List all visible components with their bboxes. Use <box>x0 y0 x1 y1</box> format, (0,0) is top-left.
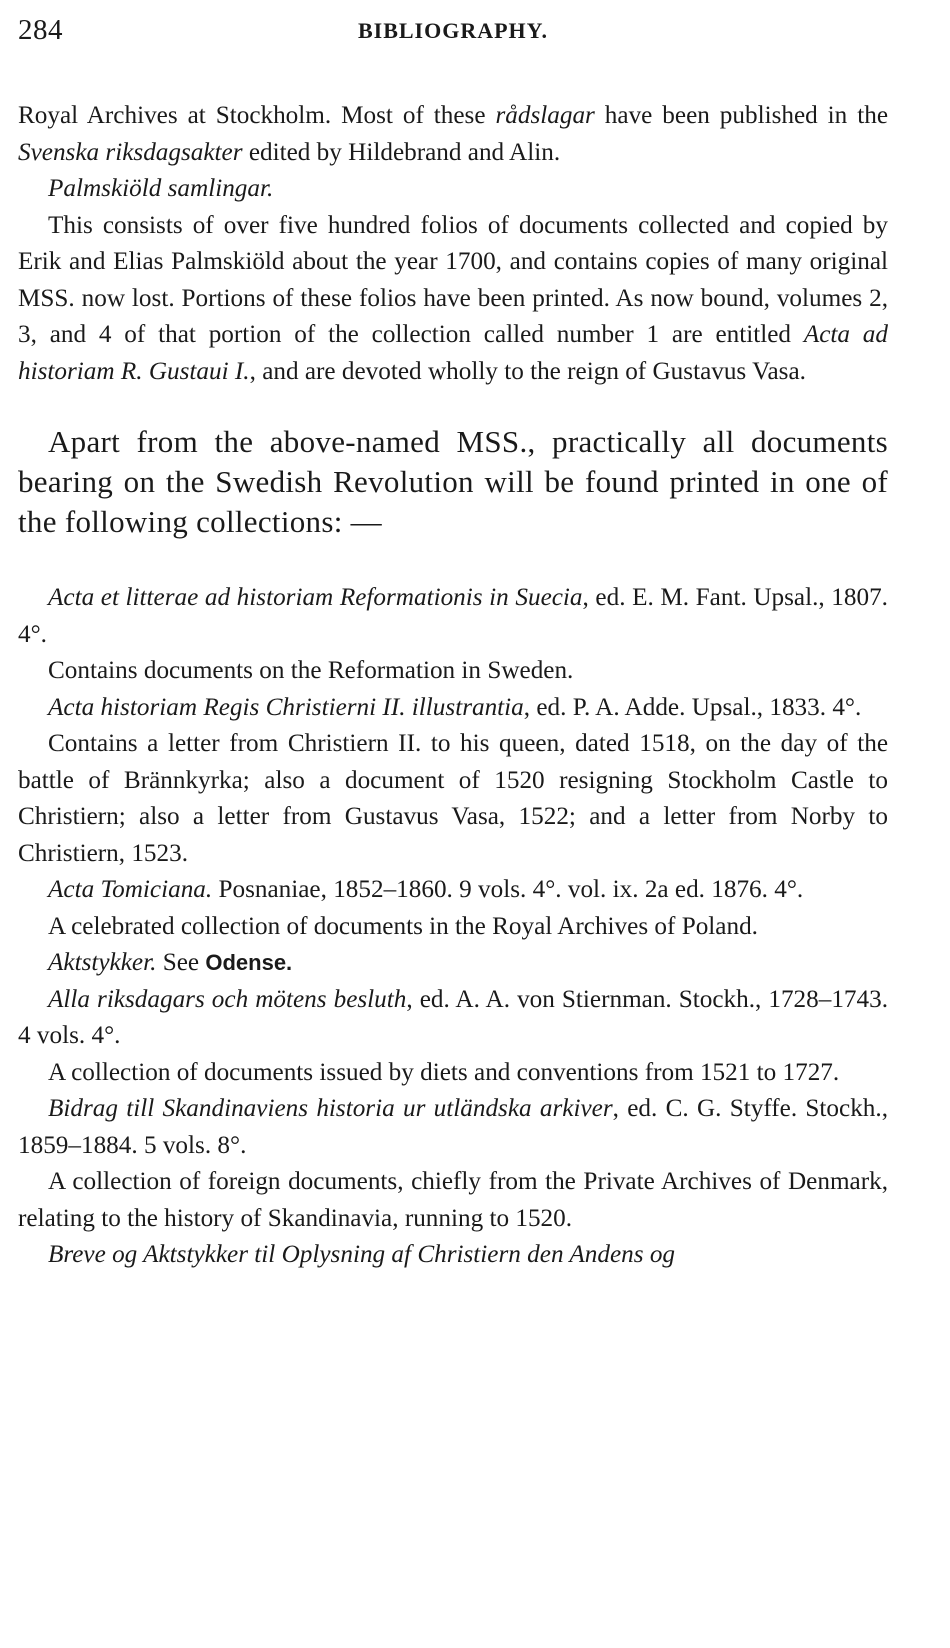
entry-acta-historiam: Acta historiam Regis Christierni II. illustrantia, ed. P. A. Adde. Upsal., 1833. 4°. <box>48 693 862 721</box>
section-intro: Apart from the above-named MSS., practically all documents bearing on the Swedish Revolution will be found printed in one of the following collections: — <box>18 424 888 539</box>
entry-bidrag: Bidrag till Skandinaviens historia ur utländska arkiver, ed. C. G. Styffe. Stockh., 1859–1884. 5 vols. 8°. <box>18 1095 888 1159</box>
running-head: BIBLIOGRAPHY. <box>357 18 549 43</box>
entry-alla-riksdagars: Alla riksdagars och mötens besluth, ed. A. A. von Stiernman. Stockh., 1728–1743. 4 vols. 4°. <box>18 985 889 1049</box>
entry-acta-litterae: Acta et litterae ad historiam Reformationis in Suecia, ed. E. M. Fant. Upsal., 1807. 4°. <box>18 584 888 648</box>
entry-acta-tomiciana-note: A celebrated collection of documents in the Royal Archives of Poland. <box>48 912 758 940</box>
page-header <box>18 14 888 64</box>
page-number: 284 <box>18 14 63 46</box>
entry-palmskiold-title: Palmskiöld samlingar. <box>48 175 274 202</box>
entry-acta-tomiciana: Acta Tomiciana. Posnaniae, 1852–1860. 9 vols. 4°. vol. ix. 2a ed. 1876. 4°. <box>48 876 804 903</box>
entry-acta-litterae-note: Contains documents on the Reformation in Sweden. <box>48 657 574 684</box>
entry-acta-historiam-note: Contains a letter from Christiern II. to his queen, dated 1518, on the day of the battle of Brännkyrka; also a document of 1520 resigning Stockholm Castle to Christiern; also a letter from Gustavus Vasa, 1522; and a letter from Norby to Christiern, 1523. <box>18 730 888 867</box>
entry-alla-riksdagars-note: A collection of documents issued by diets and conventions from 1521 to 1727. <box>48 1058 840 1086</box>
book-page <box>18 0 888 1274</box>
entry-palmskiold-note: This consists of over five hundred folios of documents collected and copied by Erik and Elias Palmskiöld about the year 1700, and contains copies of many original MSS. now lost. Portions of these folios have been printed. As now bound, volumes 2, 3, and 4 of that portion of the collection called number 1 are entitled Acta ad historiam R. Gustaui I., and are devoted wholly to the reign of Gustavus Vasa. <box>18 211 888 385</box>
entry-aktstykker: Aktstykker. See Odense. <box>48 949 293 976</box>
continued-paragraph: Royal Archives at Stockholm. Most of these rådslagar have been published in the Svenska riksdagsakter edited by Hildebrand and Alin. <box>18 102 888 166</box>
entry-bidrag-note: A collection of foreign documents, chiefly from the Private Archives of Denmark, relating to the history of Skandinavia, running to 1520. <box>18 1168 888 1232</box>
entry-breve: Breve og Aktstykker til Oplysning af Christiern den Andens og <box>48 1241 676 1268</box>
cross-reference: Odense. <box>205 950 293 975</box>
